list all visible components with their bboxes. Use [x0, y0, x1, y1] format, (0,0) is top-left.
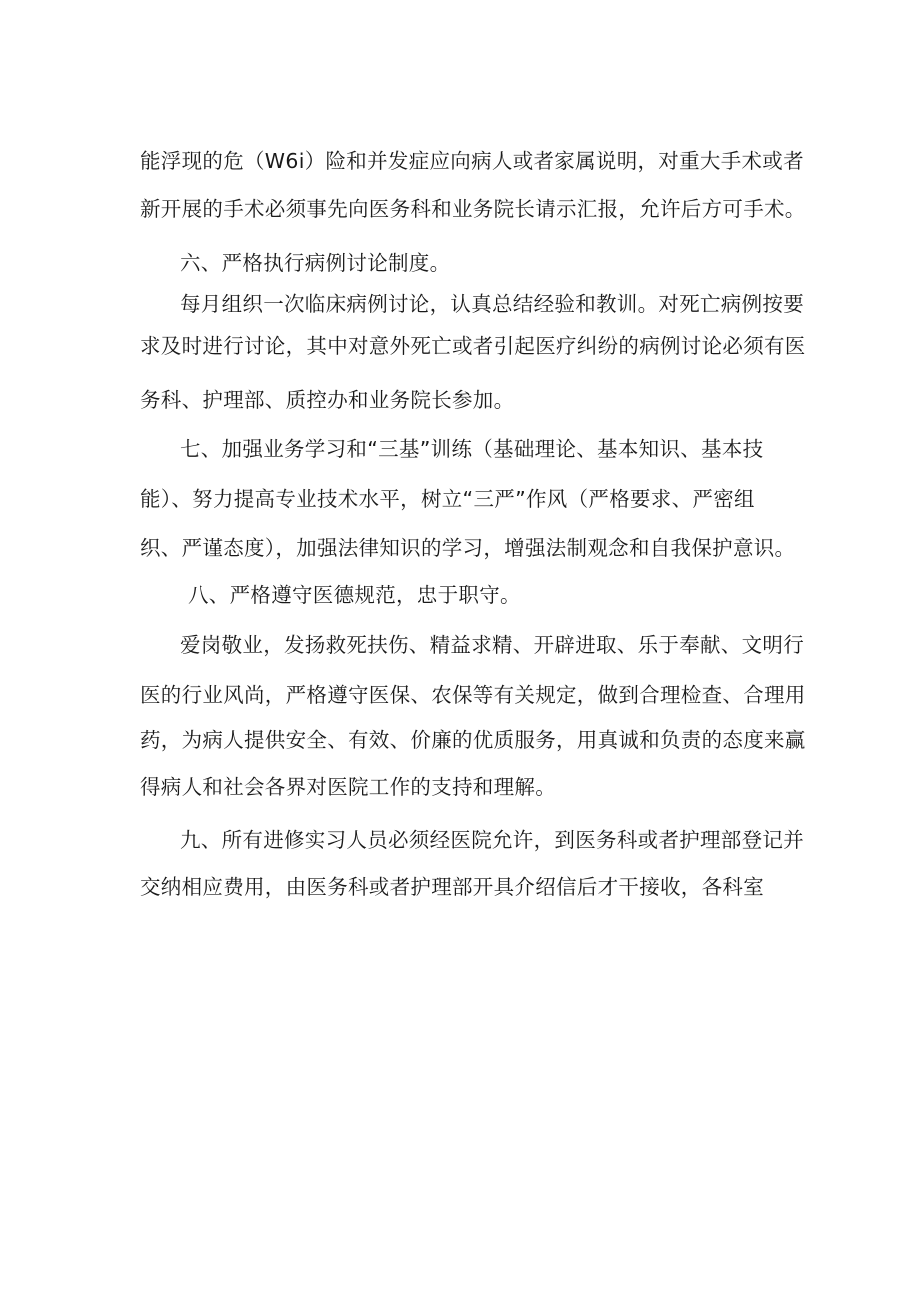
text-line: 得病人和社会各界对医院工作的支持和理解。: [140, 775, 556, 799]
text-line: 交纳相应费用，由医务科或者护理部开具介绍信后才干接收，各科室: [140, 875, 764, 899]
text-line: 织、严谨态度），加强法律知识的学习，增强法制观念和自我保护意识。: [140, 536, 796, 560]
section-heading: 八、严格遵守医德规范，忠于职守。: [188, 583, 521, 607]
text-line: 每月组织一次临床病例讨论，认真总结经验和教训。对死亡病例按要: [180, 292, 804, 316]
text-line: 爱岗敬业，发扬救死扶伤、精益求精、开辟进取、乐于奉献、文明行: [180, 633, 804, 657]
section-heading: 六、严格执行病例讨论制度。: [180, 251, 451, 275]
text-line: 药，为病人提供安全、有效、价廉的优质服务，用真诚和负责的态度来赢: [140, 728, 806, 752]
text-line: 务科、护理部、质控办和业务院长参加。: [140, 388, 515, 412]
text-line: 能浮现的危（W6i）险和并发症应向病人或者家属说明，对重大手术或者: [140, 149, 804, 173]
section-heading: 七、加强业务学习和“三基”训练（基础理论、基本知识、基本技: [180, 437, 764, 461]
text-line: 能）、努力提高专业技术水平，树立“三严”作风（严格要求、严密组: [140, 487, 755, 511]
text-line: 医的行业风尚，严格遵守医保、农保等有关规定，做到合理检查、合理用: [140, 683, 806, 707]
section-heading: 九、所有进修实习人员必须经医院允许，到医务科或者护理部登记并: [180, 828, 804, 852]
text-line: 求及时进行讨论，其中对意外死亡或者引起医疗纠纷的病例讨论必须有医: [140, 334, 806, 358]
text-line: 新开展的手术必须事先向医务科和业务院长请示汇报，允许后方可手术。: [140, 197, 806, 221]
